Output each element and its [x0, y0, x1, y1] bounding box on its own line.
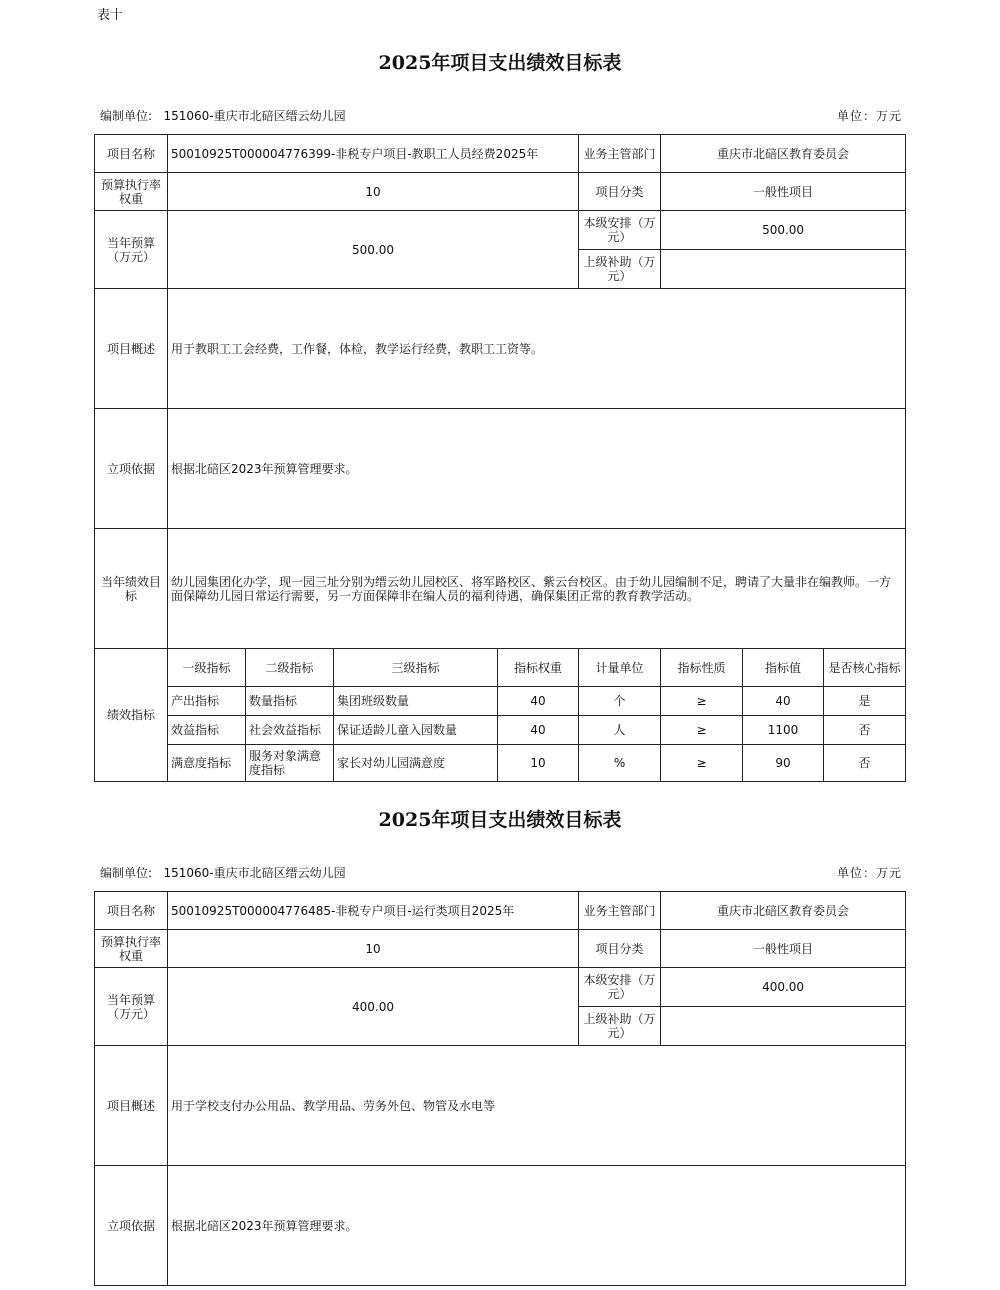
dept-label: 业务主管部门	[579, 135, 661, 173]
overview-value: 用于教职工工会经费，工作餐，体检，教学运行经费，教职工工资等。	[168, 289, 906, 409]
table-cell: 效益指标	[168, 716, 246, 745]
exec-weight-value: 10	[168, 930, 579, 968]
goal-value: 幼儿园集团化办学，现一园三址分别为缙云幼儿园校区、将军路校区、紫云台校区。由于幼儿园编制不足，聘请了大量非在编教师。一方面保障幼儿园日常运行需要，另一方面保障非在编人员的福利待遇，确保集团正常的教育教学活动。	[168, 529, 906, 649]
project-name-label: 项目名称	[95, 135, 168, 173]
budget-value: 500.00	[168, 211, 579, 289]
table-cell: 满意度指标	[168, 745, 246, 782]
table-row	[95, 716, 906, 745]
table-cell: 数量指标	[246, 687, 334, 716]
org-info: 编制单位: 151060-重庆市北碚区缙云幼儿园	[100, 109, 346, 123]
header-cell: 一级指标	[168, 649, 246, 687]
basis-label: 立项依据	[95, 409, 168, 529]
table-cell: 1100	[743, 716, 824, 745]
category-label: 项目分类	[579, 930, 661, 968]
header-cell: 是否核心指标	[824, 649, 906, 687]
table-title: 2025年项目支出绩效目标表	[378, 52, 622, 74]
table-cell: 否	[824, 716, 906, 745]
exec-weight-label: 预算执行率权重	[95, 930, 168, 968]
category-value: 一般性项目	[661, 930, 906, 968]
table-cell: 10	[498, 745, 579, 782]
local-label: 本级安排（万元）	[579, 968, 661, 1007]
table-cell: 40	[743, 687, 824, 716]
dept-value: 重庆市北碚区教育委员会	[661, 892, 906, 930]
unit-label: 单位：万元	[836, 109, 902, 123]
table-cell: 个	[579, 687, 661, 716]
corner-label: 表十	[97, 8, 124, 23]
table-cell: ≥	[661, 716, 743, 745]
header-cell: 指标权重	[498, 649, 579, 687]
table-title: 2025年项目支出绩效目标表	[378, 809, 622, 831]
table-cell: ≥	[661, 745, 743, 782]
table-cell: 40	[498, 687, 579, 716]
budget-label: 当年预算（万元）	[95, 968, 168, 1046]
overview-value: 用于学校支付办公用品、教学用品、劳务外包、物管及水电等	[168, 1046, 906, 1166]
table-cell: 产出指标	[168, 687, 246, 716]
upper-label: 上级补助（万元）	[579, 250, 661, 289]
header-cell: 计量单位	[579, 649, 661, 687]
header-cell: 指标值	[743, 649, 824, 687]
upper-label: 上级补助（万元）	[579, 1007, 661, 1046]
basis-label: 立项依据	[95, 1166, 168, 1286]
performance-table	[94, 134, 906, 782]
local-label: 本级安排（万元）	[579, 211, 661, 250]
project-name-label: 项目名称	[95, 892, 168, 930]
upper-value	[661, 1007, 906, 1046]
header-cell: 二级指标	[246, 649, 334, 687]
table-row	[95, 745, 906, 782]
project-name-value: 50010925T000004776399-非税专户项目-教职工人员经费2025年	[168, 135, 579, 173]
exec-weight-value: 10	[168, 173, 579, 211]
dept-value: 重庆市北碚区教育委员会	[661, 135, 906, 173]
local-value: 500.00	[661, 211, 906, 250]
table-cell: 40	[498, 716, 579, 745]
table-cell: 家长对幼儿园满意度	[334, 745, 498, 782]
performance-table	[94, 891, 906, 1286]
exec-weight-label: 预算执行率权重	[95, 173, 168, 211]
category-value: 一般性项目	[661, 173, 906, 211]
local-value: 400.00	[661, 968, 906, 1007]
basis-value: 根据北碚区2023年预算管理要求。	[168, 409, 906, 529]
table-cell: 保证适龄儿童入园数量	[334, 716, 498, 745]
budget-label: 当年预算（万元）	[95, 211, 168, 289]
header-cell: 指标性质	[661, 649, 743, 687]
project-name-value: 50010925T000004776485-非税专户项目-运行类项目2025年	[168, 892, 579, 930]
table-cell: 否	[824, 745, 906, 782]
table-cell: 社会效益指标	[246, 716, 334, 745]
dept-label: 业务主管部门	[579, 892, 661, 930]
header-cell: 三级指标	[334, 649, 498, 687]
table-cell: 是	[824, 687, 906, 716]
overview-label: 项目概述	[95, 1046, 168, 1166]
unit-label: 单位：万元	[836, 866, 902, 880]
table-cell: %	[579, 745, 661, 782]
indicator-label: 绩效指标	[95, 649, 168, 782]
table-cell: 服务对象满意度指标	[246, 745, 334, 782]
overview-label: 项目概述	[95, 289, 168, 409]
table-cell: 90	[743, 745, 824, 782]
category-label: 项目分类	[579, 173, 661, 211]
table-cell: 人	[579, 716, 661, 745]
upper-value	[661, 250, 906, 289]
basis-value: 根据北碚区2023年预算管理要求。	[168, 1166, 906, 1286]
table-cell: 集团班级数量	[334, 687, 498, 716]
table-cell: ≥	[661, 687, 743, 716]
org-info: 编制单位: 151060-重庆市北碚区缙云幼儿园	[100, 866, 346, 880]
goal-label: 当年绩效目标	[95, 529, 168, 649]
budget-value: 400.00	[168, 968, 579, 1046]
table-row	[95, 687, 906, 716]
